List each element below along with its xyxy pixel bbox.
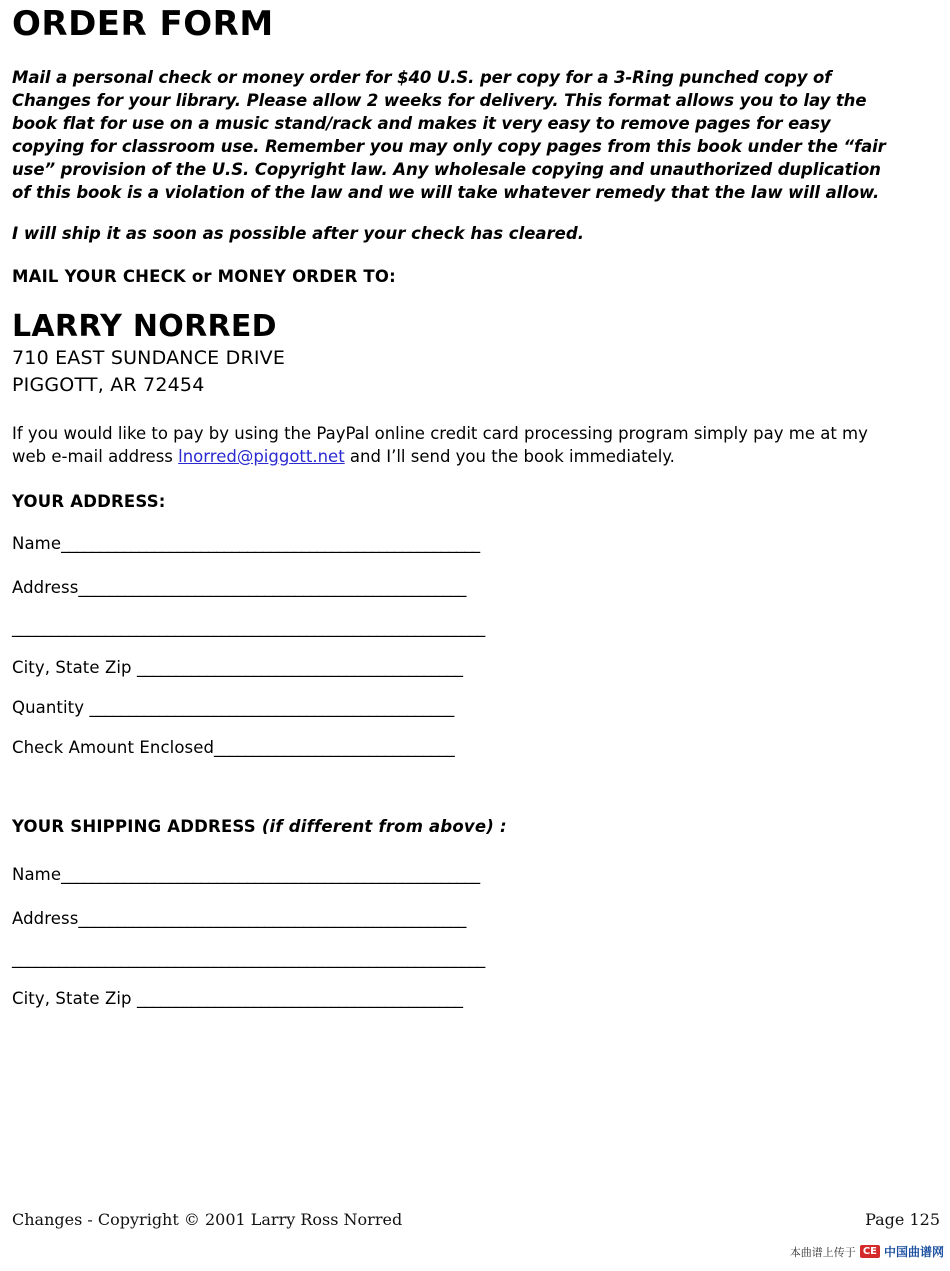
field-rule: _______________________________ xyxy=(214,738,455,757)
field-your-city-state-zip[interactable] xyxy=(12,657,942,679)
field-your-address-line2[interactable] xyxy=(12,617,942,639)
paypal-paragraph xyxy=(12,422,892,468)
shipping-heading-main: YOUR SHIPPING ADDRESS xyxy=(12,817,262,836)
field-check-amount-enclosed[interactable] xyxy=(12,737,942,759)
field-label: Name xyxy=(12,865,62,884)
field-rule: __________________________________________________ xyxy=(78,578,466,597)
paypal-text-after: and I’ll send you the book immediately. xyxy=(344,447,675,466)
your-address-heading: YOUR ADDRESS: xyxy=(12,492,166,511)
ship-note: I will ship it as soon as possible after your check has cleared. xyxy=(12,224,584,243)
field-rule: _____________________________________________________________ xyxy=(12,949,485,968)
field-rule: __________________________________________ xyxy=(136,658,463,677)
field-rule: ______________________________________________________ xyxy=(61,865,480,884)
mail-to-label: MAIL YOUR CHECK or MONEY ORDER TO: xyxy=(12,267,396,286)
field-label: Address xyxy=(12,578,79,597)
recipient-city-state-zip: PIGGOTT, AR 72454 xyxy=(12,374,205,396)
field-shipping-address[interactable] xyxy=(12,908,942,930)
field-shipping-name[interactable] xyxy=(12,864,942,886)
footer-page-number: Page 125 xyxy=(865,1210,940,1229)
recipient-name: LARRY NORRED xyxy=(12,309,277,344)
field-label: Name xyxy=(12,534,62,553)
watermark-text-left: 本曲谱上传于 xyxy=(789,1245,856,1259)
field-label: City, State Zip xyxy=(12,658,137,677)
watermark xyxy=(790,1243,944,1260)
document-content xyxy=(12,0,942,1010)
paypal-email-link[interactable]: lnorred@piggott.net xyxy=(178,447,345,466)
field-rule: ______________________________________________________ xyxy=(61,534,480,553)
field-rule: _____________________________________________________________ xyxy=(12,618,485,637)
field-shipping-city-state-zip[interactable] xyxy=(12,988,942,1010)
paypal-text-before: If you would like to pay by using the PayPal online credit card processing program simply pay me at my web e-mail address xyxy=(12,424,868,466)
recipient-street: 710 EAST SUNDANCE DRIVE xyxy=(12,347,286,369)
intro-paragraph: Mail a personal check or money order for $40 U.S. per copy for a 3-Ring punched copy of Changes for your library. Please allow 2 weeks for delivery. This format allows you to lay the book flat for use on a music stand/rack and makes it very easy to remove pages for easy copying for classroom use. Remember you may only copy pages from this book under the “fair use” provision of the U.S. Copyright law. Any wholesale copying and unauthorized duplication of this book is a violation of the law and we will take whatever remedy that the law will allow. xyxy=(12,68,886,202)
shipping-address-heading xyxy=(12,817,942,836)
field-rule: __________________________________________ xyxy=(136,989,463,1008)
watermark-site-name: 中国曲谱网 xyxy=(883,1245,944,1259)
field-rule: _______________________________________________ xyxy=(89,698,454,717)
field-quantity[interactable] xyxy=(12,697,942,719)
field-your-name[interactable] xyxy=(12,533,942,555)
field-shipping-address-line2[interactable] xyxy=(12,948,942,970)
section-spacer xyxy=(12,759,942,793)
field-label: Check Amount Enclosed xyxy=(12,738,215,757)
field-your-address[interactable] xyxy=(12,577,942,599)
field-label: City, State Zip xyxy=(12,989,137,1008)
shipping-heading-sub: (if different from above) : xyxy=(261,817,507,836)
page-title: ORDER FORM xyxy=(12,4,274,44)
footer-copyright: Changes - Copyright © 2001 Larry Ross Norred xyxy=(12,1210,403,1229)
field-rule: __________________________________________________ xyxy=(78,909,466,928)
field-label: Quantity xyxy=(12,698,90,717)
watermark-badge-icon: CE xyxy=(860,1245,880,1258)
field-label: Address xyxy=(12,909,79,928)
